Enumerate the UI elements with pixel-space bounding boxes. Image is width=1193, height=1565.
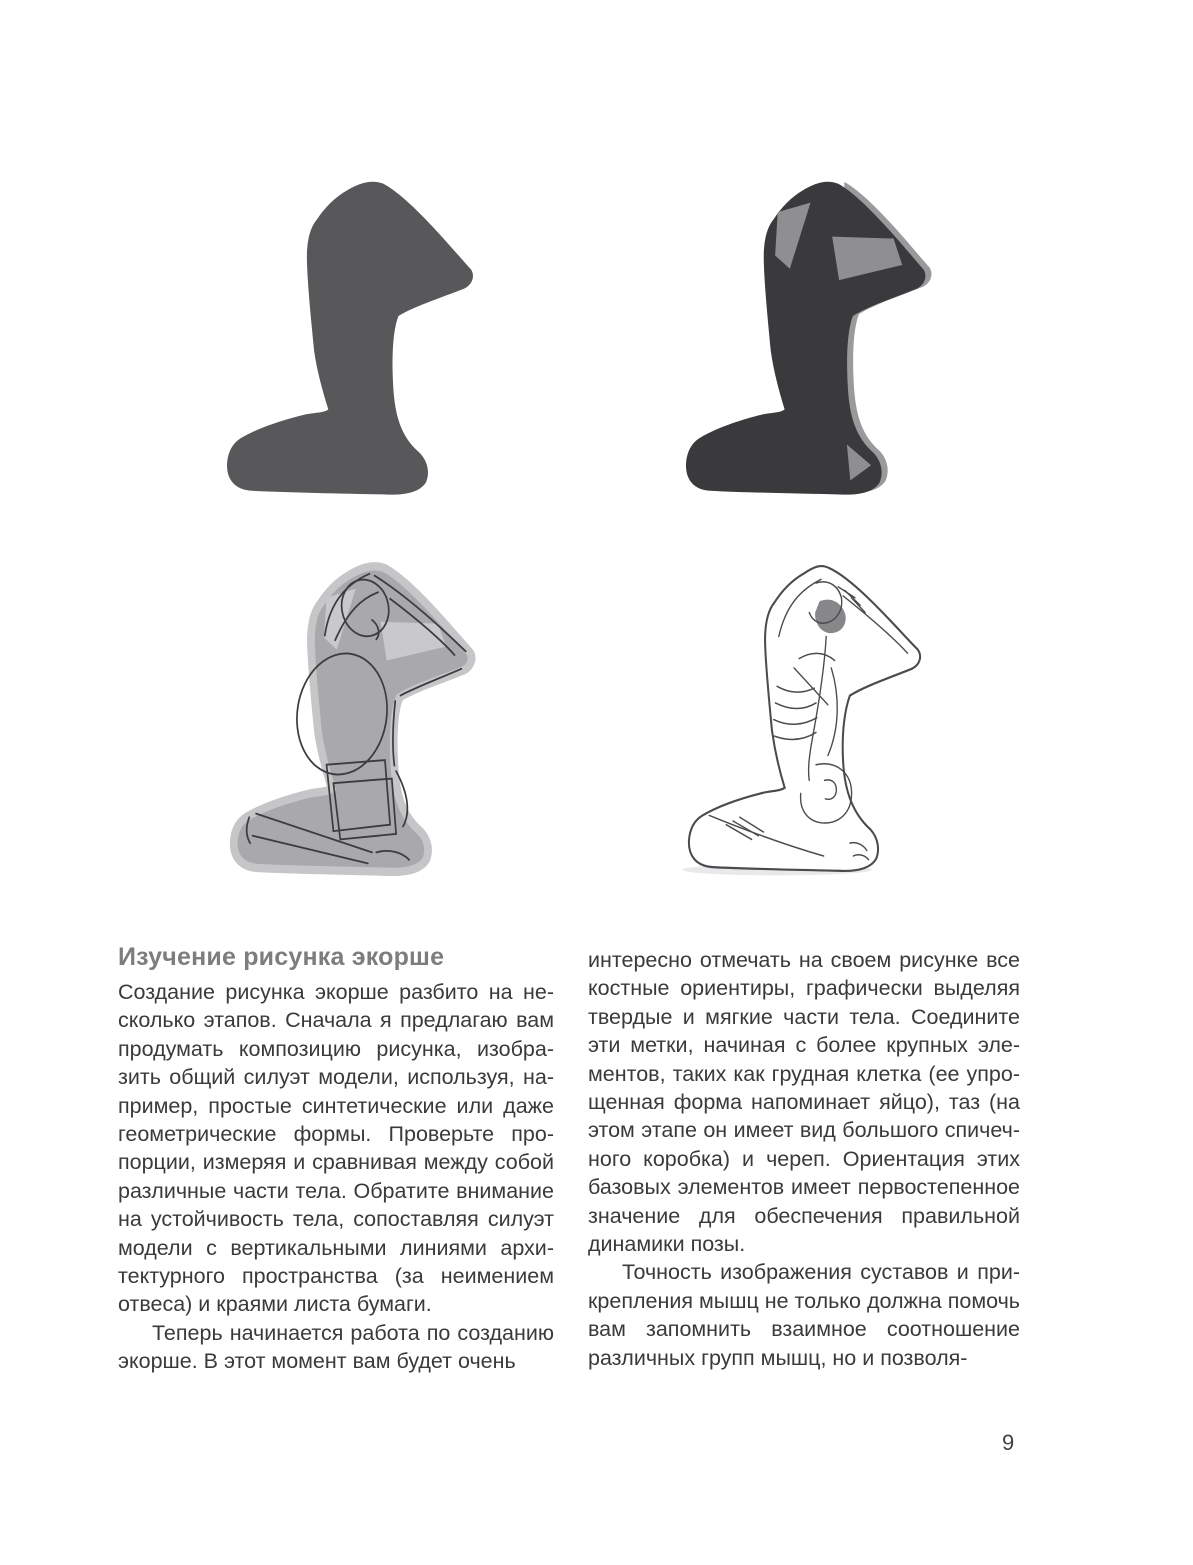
silhouette-shape — [227, 182, 473, 495]
figure-silhouette-stage-2 — [648, 163, 942, 503]
figure-ecorche-stage-4 — [650, 548, 938, 880]
figure-silhouette-stage-1 — [188, 163, 490, 503]
figure-outline — [689, 566, 920, 871]
figure-construction-stage-3 — [196, 548, 488, 880]
left-text-column — [118, 942, 554, 1376]
body-paragraph: интересно отмечать на своем рисунке все костные ориентиры, графически выделяя твердые и мягкие части тела. Соедините эти метки, начиная с более крупных элементов, таких как грудная клетка (ее упрощенная форма напоминает яйцо), таз (на этом этапе он имеет вид большого спичечного коробка) и череп. Ориентация этих базовых элементов имеет первостепенное значение для обеспечения правильной динамики позы. — [588, 948, 1020, 1257]
body-paragraph: Теперь начинается работа по созданию экорше. В этот момент вам будет очень — [118, 1320, 554, 1374]
body-paragraph: Создание рисунка экорше разбито на несколько этапов. Сначала я предлагаю вам продумать композицию рисунка, изобразить общий силуэт модели, используя, например, простые синтетические или даже геометрические формы. Проверьте пропорции, измеряя и сравнивая между собой различные части тела. Обратите внимание на устойчивость тела, сопоставляя силуэт модели с вертикальными линиями архитектурного пространства (за неимением отвеса) и краями листа бумаги. — [118, 980, 554, 1317]
right-text-column — [588, 946, 1020, 1372]
page-number: 9 — [1002, 1430, 1015, 1455]
body-paragraph: Точность изображения суставов и прикрепления мышц не только должна помочь вам запомнить взаимное соотношение различных групп мышц, но и позволя- — [588, 1260, 1020, 1370]
section-heading: Изучение рисунка экорше — [118, 943, 445, 971]
